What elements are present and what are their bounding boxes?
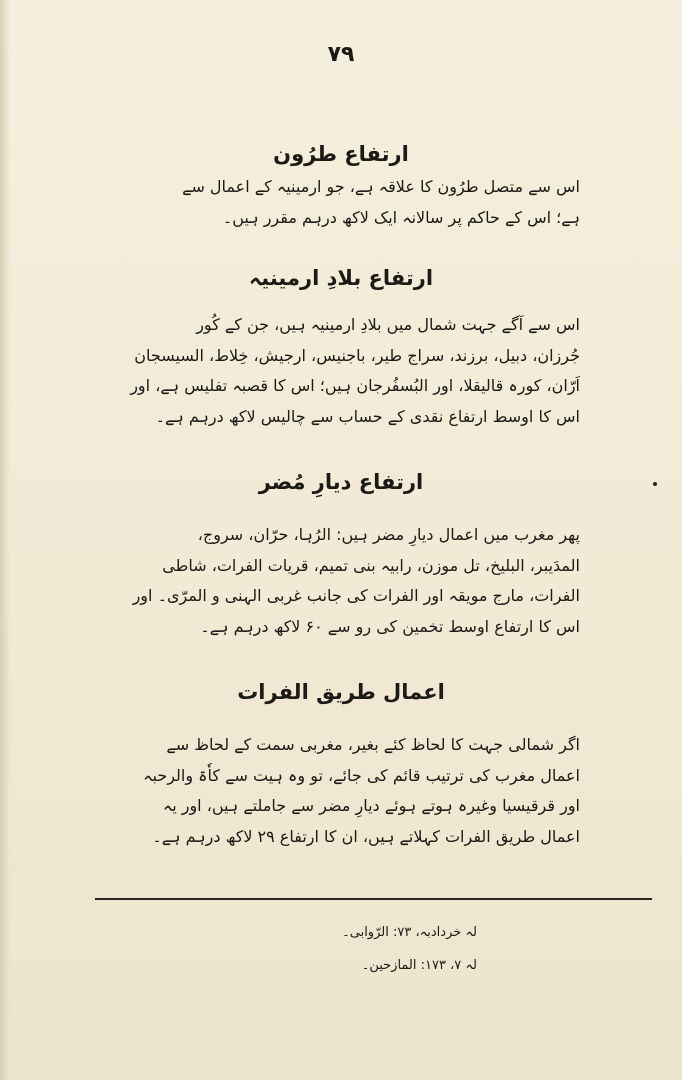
- text-line: المدَیبر، البلیخ، تل موزن، رابیہ بنی تمیم، قریات الفرات، شاطی: [162, 555, 580, 575]
- section-paragraph-armenia: [100, 310, 580, 432]
- footnote-1: لہ خردادبہ، ۷۳: الرّوابی۔: [342, 925, 477, 940]
- text-line: ہے؛ اس کے حاکم پر سالانہ ایک لاکھ درہم مقرر ہیں۔: [222, 207, 580, 227]
- text-line: الفرات، مارج مویقہ اور الفرات کی جانب غربی الہنی و المرّی۔ اور: [132, 586, 580, 605]
- section-paragraph-tariq-al-furat: [100, 730, 580, 852]
- text-line: اس کا ارتفاع اوسط تخمین کی رو سے ۶۰ لاکھ درہم ہے۔: [200, 616, 580, 636]
- section-paragraph-tarun: [100, 172, 580, 233]
- text-line: جُرزان، دبیل، برزند، سراج طیر، باجنیس، ارجیش، خِلاط، السیسجان: [134, 345, 580, 365]
- section-heading-diyar-mudar: ارتفاع دیارِ مُضر: [258, 470, 424, 494]
- section-heading-armenia: ارتفاع بلادِ ارمینیہ: [248, 266, 434, 290]
- text-line: اور قرقیسیا وغیرہ ہوتے ہوئے دیارِ مضر سے جاملتے ہیں، اور یہ: [162, 796, 580, 815]
- section-heading-tariq-al-furat: اعمال طریق الفرات: [237, 680, 445, 704]
- text-line: اعمال مغرب کی ترتیب قائم کی جائے، تو وہ ہیت سے کاٗۃ والرحبہ: [143, 765, 580, 785]
- text-line: اس سے آگے جہت شمال میں بلادِ ارمینیہ ہیں، جن کے کُور: [196, 315, 580, 334]
- section-paragraph-diyar-mudar: [100, 520, 580, 642]
- text-line: اس کا اوسط ارتفاع نقدی کے حساب سے چالیس لاکھ درہم ہے۔: [155, 406, 580, 426]
- text-line: پھر مغرب میں اعمال دیارِ مضر ہیں: الرُہا، حرّان، سروج،: [197, 525, 580, 544]
- text-line: اعمال طریق الفرات کہلاتے ہیں، ان کا ارتفاع ۲۹ لاکھ درہم ہے۔: [152, 826, 580, 846]
- text-line: اگر شمالی جہت کا لحاظ کئے بغیر، مغربی سمت کے لحاظ سے: [166, 735, 580, 754]
- footnote-2: لہ ۷، ۱۷۳: المازحین۔: [361, 958, 477, 973]
- margin-dot: [653, 482, 657, 486]
- text-line: اَرّان، کورہ قالیقلا، اور البُسفُرجان ہیں؛ اس کا قصبہ تفلیس ہے، اور: [130, 376, 580, 395]
- section-heading-tarun: ارتفاع طرُون: [273, 142, 409, 166]
- footnote-divider: [95, 898, 652, 900]
- page-number: ۷۹: [327, 42, 355, 67]
- text-line: اس سے متصل طرُون کا علاقہ ہے، جو ارمینیہ کے اعمال سے: [182, 177, 580, 196]
